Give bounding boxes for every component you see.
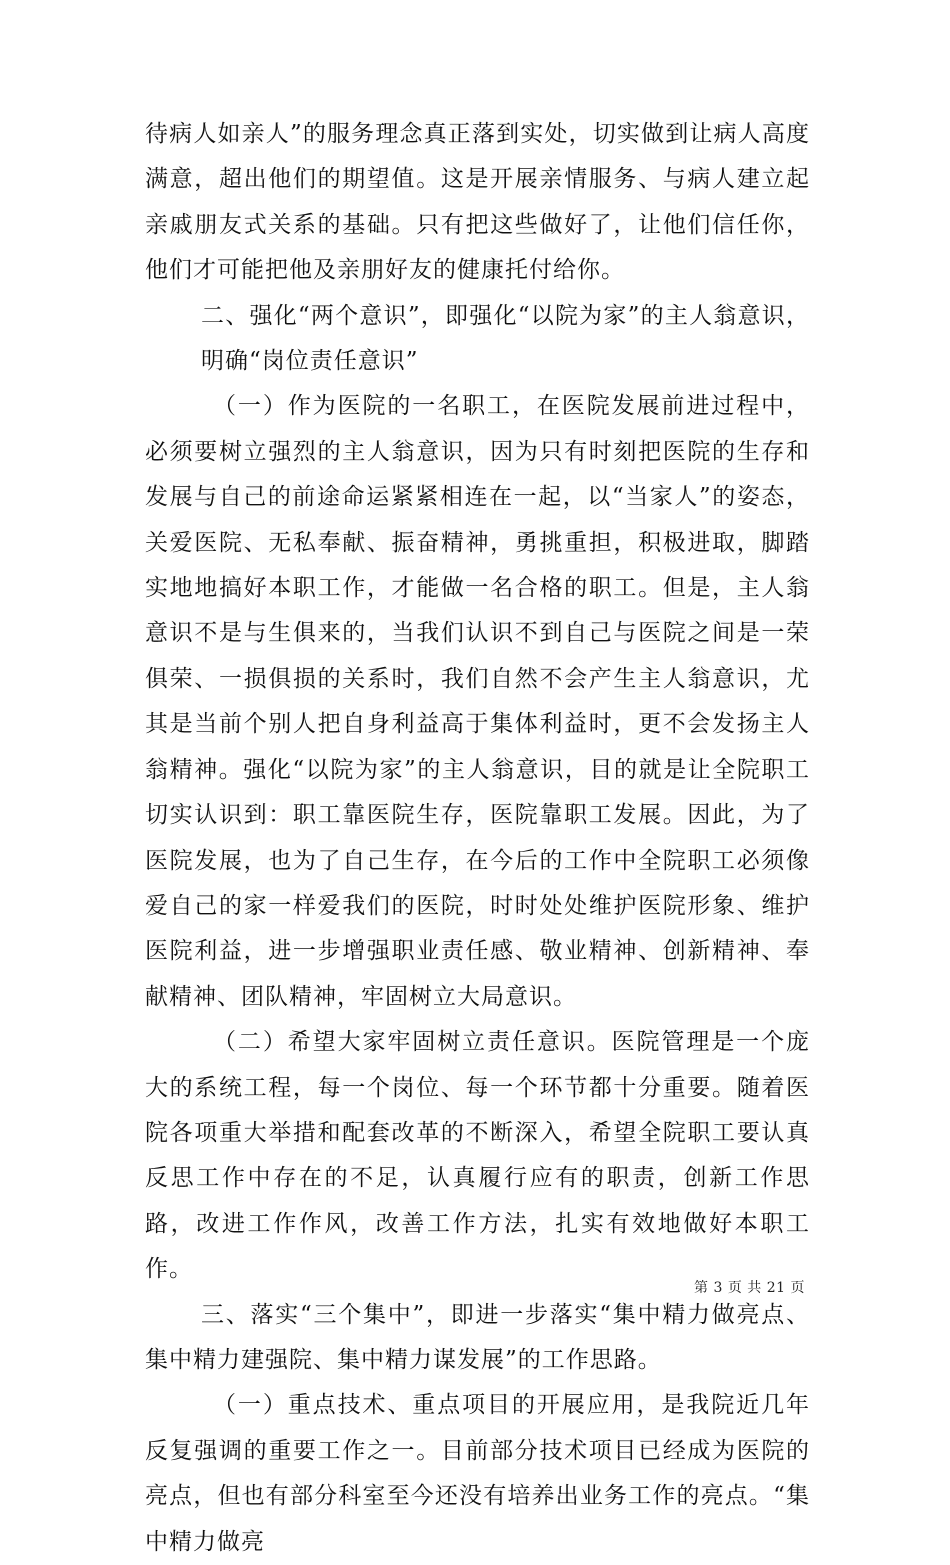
section-heading-three: 三、落实“三个集中”，即进一步落实“集中精力做亮点、集中精力建强院、集中精力谋发展”的工作思路。	[145, 1301, 810, 1373]
paragraph-subsection-2-2: （二）希望大家牢固树立责任意识。医院管理是一个庞大的系统工程，每一个岗位、每一个环节都十分重要。随着医院各项重大举措和配套改革的不断深入，希望全院职工要认真反思工作中存在的不足，认真履行应有的职责，创新工作思路，改进工作作风，改善工作方法，扎实有效地做好本职工作。	[145, 1029, 810, 1283]
paragraph-subsection-3-1: （一）重点技术、重点项目的开展应用，是我院近几年反复强调的重要工作之一。目前部分技术项目已经成为医院的亮点，但也有部分科室至今还没有培养出业务工作的亮点。“集中精力做亮	[145, 1392, 810, 1555]
paragraph-continuation: 待病人如亲人”的服务理念真正落到实处，切实做到让病人高度满意，超出他们的期望值。这是开展亲情服务、与病人建立起亲戚朋友式关系的基础。只有把这些做好了，让他们信任你，他们才可能把他及亲朋好友的健康托付给你。	[145, 121, 810, 284]
document-body	[145, 112, 810, 1565]
section-heading-two: 二、强化“两个意识”，即强化“以院为家”的主人翁意识，明确“岗位责任意识”	[201, 302, 810, 375]
page-number-footer: 第 3 页 共 21 页	[694, 1280, 805, 1296]
paragraph-subsection-2-1: （一）作为医院的一名职工，在医院发展前进过程中，必须要树立强烈的主人翁意识，因为只有时刻把医院的生存和发展与自己的前途命运紧紧相连在一起，以“当家人”的姿态，关爱医院、无私奉献、振奋精神，勇挑重担，积极进取，脚踏实地地搞好本职工作，才能做一名合格的职工。但是，主人翁意识不是与生俱来的，当我们认识不到自己与医院之间是一荣俱荣、一损俱损的关系时，我们自然不会产生主人翁意识，尤其是当前个别人把自身利益高于集体利益时，更不会发扬主人翁精神。强化“以院为家”的主人翁意识，目的就是让全院职工切实认识到：职工靠医院生存，医院靠职工发展。因此，为了医院发展，也为了自己生存，在今后的工作中全院职工必须像爱自己的家一样爱我们的医院，时时处处维护医院形象、维护医院利益，进一步增强职业责任感、敬业精神、创新精神、奉献精神、团队精神，牢固树立大局意识。	[145, 393, 810, 1010]
